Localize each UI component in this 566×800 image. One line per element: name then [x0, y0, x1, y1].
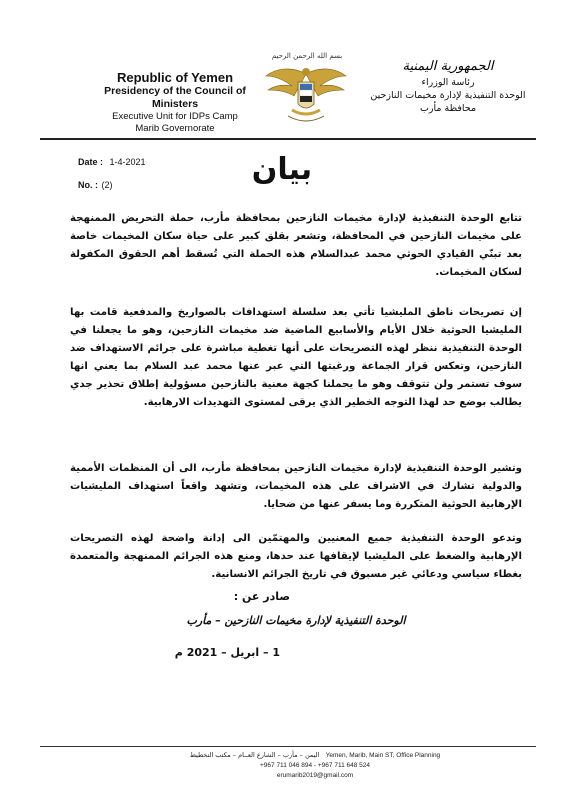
country-name-en: Republic of Yemen: [116, 70, 234, 85]
date-label: Date :: [78, 157, 104, 167]
english-letterhead: [80, 70, 270, 135]
issued-by-label: صادر عن :: [233, 590, 290, 603]
country-name-ar: الجمهورية اليمنية: [402, 59, 494, 74]
paragraph-2: [70, 304, 522, 412]
date-line: [78, 157, 146, 167]
number-label: No. :: [78, 180, 98, 190]
address-en: Yemen, Marib, Main ST, Office Planning: [325, 752, 441, 759]
header-divider: [40, 138, 536, 140]
governorate-name-ar: محافظة مأرب: [419, 103, 477, 114]
issue-date: 1 – ابريل – 2021 م: [174, 646, 280, 659]
basmala: بسم الله الرحمن الرحيم: [271, 52, 343, 60]
issuer-block: [70, 590, 522, 670]
statement-title: بيان: [251, 152, 313, 187]
paragraph-3: [70, 460, 522, 514]
issuer-unit: الوحدة التنفيذية لإدارة مخيمات النازحين – مأرب: [186, 614, 406, 627]
footer-contact: [160, 750, 470, 781]
governorate-name-en: Marib Governorate: [135, 123, 215, 134]
address-ar: اليمن – مأرب – الشارع العــام – مكتب التخطيط: [189, 751, 320, 759]
footer-divider: [40, 746, 536, 747]
number-line: [78, 180, 113, 190]
number-value: (2): [101, 180, 113, 190]
unit-name-en: Executive Unit for IDPs Camp: [112, 111, 238, 122]
paragraph-1: [70, 210, 522, 282]
paragraph-4: [70, 530, 522, 584]
paragraph-3-text: وتشير الوحدة التنفيذية لإدارة مخيمات النازحين بمحافظة مأرب، الى أن المنظمات الأممية والدولية تشارك في الاشراف على هذه المخيمات، وتشهد واقعاً استهداف المليشيات الإرهابية الحوثية المتكررة وما يسفر عنها من ضحايا.: [70, 463, 522, 510]
paragraph-2-text: إن تصريحات ناطق المليشيا تأتي بعد سلسلة استهدافات بالصواريخ والمدفعية قامت بها المليشيا الحوثية خلال الأيام والأسابيع الماضية ضد مخيمات النازحين، وهو ما يجعلنا في الوحدة التنفيذية ننظر لهذه التصريحات على أنها تغطية مباشرة على جرائم الاستهداف ضد النازحين، وتعكس قرار الجماعة ورغبتها التي عبر عنها محمد عبد السلام بما يعني انها سوف تستمر ولن تتوقف وهو ما يحملنا كجهة معنية بالنازحين مسؤولية إطلاق تحذير جدي يطالب بوضع حد لهذا التوجه الخطير الذي يرقى لمستوى التهديدات الارهابية.: [70, 307, 522, 408]
date-value: 1-4-2021: [109, 157, 146, 167]
phone-numbers: +967 711 046 894 - +967 711 648 524: [260, 762, 370, 769]
presidency-name-ar: رئاسة الوزراء: [421, 77, 475, 88]
presidency-name-en: Presidency of the Council of Ministers: [104, 85, 246, 110]
email-address: erumarib2019@gmail.com: [276, 772, 354, 779]
paragraph-1-text: تتابع الوحدة التنفيذية لإدارة مخيمات النازحين بمحافظة مأرب، حملة التحريض الممنهجة على مخيمات النازحين في المحافظة، وتشعر بقلق كبير على حياة سكان المخيمات خاصة بعد تبنّي القيادي الحوثي محمد عبدالسلام هذه الحملة التي تُسقط أهم الحقوق المكفولة لسكان المخيمات.: [70, 213, 522, 278]
arabic-letterhead: [358, 58, 538, 115]
paragraph-4-text: وتدعو الوحدة التنفيذية جميع المعنيين والمهتمّين الى إدانة واضحة لهذه التصريحات الإرهابية والضغط على المليشيا لإيقافها عند حدها، ومنع هذه الجرائم الممنهجة والمتعمدة بغطاء سياسي ودعائي غير مسبوق في تاريخ الجرائم الانسانية.: [70, 533, 522, 580]
unit-name-ar: الوحدة التنفيذية لإدارة مخيمات النازحين: [370, 90, 526, 101]
eagle-emblem-icon: [262, 62, 350, 132]
